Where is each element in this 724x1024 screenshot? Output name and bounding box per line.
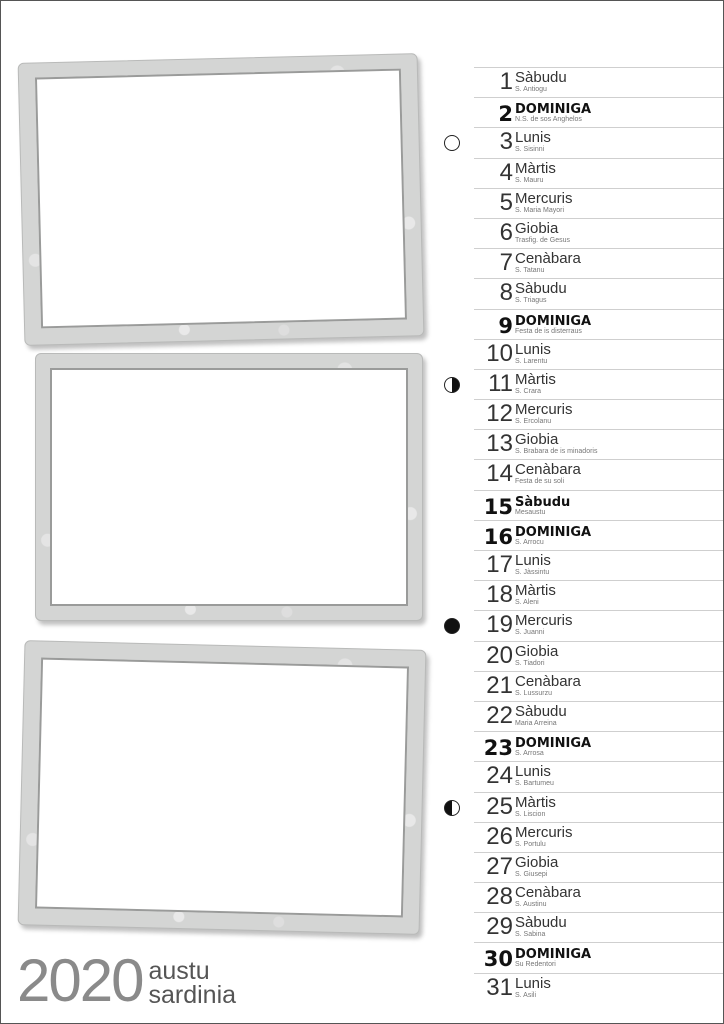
day-number: 4 [499,158,513,186]
day-number: 15 [483,494,513,519]
saint-name: S. Larentu [515,357,548,365]
day-number: 24 [486,762,513,790]
day-number: 20 [486,641,513,669]
day-row [474,399,723,429]
saint-name: S. Giusepi [515,870,548,878]
day-row [474,278,723,308]
day-row [474,912,723,942]
day-name: Lunis [515,552,551,569]
day-row [474,761,723,791]
day-row [474,792,723,822]
day-row [474,731,723,761]
day-number: 8 [499,279,513,307]
day-number: 2 [498,102,513,127]
title-text [148,959,236,1007]
day-row [474,429,723,459]
saint-name: S. Tiadori [515,659,545,667]
day-name: Lunis [515,340,551,358]
day-name: DOMINIGA [515,524,592,540]
saint-name: S. Austinu [515,901,547,909]
saint-name: S. Brabara de is minadoris [515,448,598,456]
day-row [474,852,723,882]
day-number: 12 [486,400,513,428]
day-name: Mercuris [515,612,573,630]
day-number: 27 [486,852,513,880]
photo-slot-bottom[interactable] [35,658,409,918]
day-name: Cenàbara [515,884,581,902]
saint-name: S. Sisinni [515,146,545,154]
day-number: 22 [486,701,513,729]
saint-name: N.S. de sos Anghelos [515,116,582,124]
day-row [474,490,723,520]
day-name: Giobia [515,642,559,660]
day-row [474,158,723,188]
saint-name: S. Triagus [515,297,547,305]
day-number: 1 [499,68,513,95]
day-row [474,641,723,671]
photo-frame-middle [35,353,423,621]
photo-slot-middle[interactable] [50,368,408,606]
day-name: Sàbudu [515,914,567,932]
saint-name: S. Sabina [515,931,546,939]
photo-slot-top[interactable] [35,69,407,329]
saint-name: Festa de is disterraus [515,327,582,335]
day-number: 3 [499,128,513,156]
day-name: Lunis [515,974,551,992]
day-row [474,309,723,339]
day-name: Lunis [515,129,551,147]
day-number: 29 [486,913,513,941]
day-row [474,973,723,1003]
day-name: Cenàbara [515,250,581,268]
day-name: DOMINIGA [515,313,592,329]
saint-name: S. Juanni [515,629,545,637]
day-row [474,369,723,399]
calendar-title [17,941,237,1014]
day-number: 17 [486,551,513,578]
day-row [474,671,723,701]
day-list [474,67,723,1003]
day-name: Cenàbara [515,461,581,479]
title-region: sardinia [148,981,237,1009]
day-number: 9 [498,313,513,338]
day-row [474,610,723,640]
day-number: 16 [483,524,513,549]
title-year: 2020 [17,947,143,1014]
saint-name: S. Jàssintu [515,569,550,576]
saint-name: S. Maria Mayori [515,206,565,214]
day-number: 23 [483,736,513,761]
day-row [474,701,723,731]
day-name: Sàbudu [515,702,567,720]
day-row [474,127,723,157]
day-name: Màrtis [515,582,556,600]
day-row [474,942,723,972]
day-name: Sàbudu [515,280,567,298]
saint-name: S. Asili [515,991,537,999]
day-name: Lunis [515,763,551,781]
day-row [474,339,723,369]
day-row [474,188,723,218]
day-number: 6 [499,218,513,246]
day-name: Giobia [515,219,559,237]
day-number: 30 [483,947,513,972]
day-number: 25 [486,792,513,820]
day-number: 14 [486,460,513,488]
day-number: 31 [486,973,513,1001]
day-number: 28 [486,883,513,911]
saint-name: S. Arrocu [515,538,544,546]
day-row [474,580,723,610]
day-name: Mercuris [515,823,573,841]
saint-name: S. Liscion [515,810,546,818]
day-name: Màrtis [515,370,556,388]
day-name: Sàbudu [515,494,571,510]
day-row [474,248,723,278]
day-row [474,218,723,248]
moon-phase-last-quarter-icon [444,800,460,816]
saint-name: S. Mauru [515,176,544,184]
moon-phase-full-icon [444,135,460,151]
day-name: Cenàbara [515,672,581,690]
photo-frame-bottom [18,640,427,935]
saint-name: Trasfig. de Gesus [515,236,570,244]
saint-name: S. Arrosa [515,750,544,758]
day-number: 5 [499,188,513,216]
moon-phase-new-icon [444,618,460,634]
day-number: 10 [486,339,513,367]
saint-name: S. Lussurzu [515,689,552,697]
day-number: 13 [486,430,513,458]
day-number: 18 [486,581,513,609]
day-name: Mercuris [515,189,573,207]
day-number: 21 [486,671,513,699]
day-row [474,550,723,580]
saint-name: S. Portulu [515,840,546,848]
day-number: 11 [488,369,513,397]
day-name: Mercuris [515,401,573,419]
saint-name: S. Antiogu [515,86,547,93]
day-number: 26 [486,822,513,850]
saint-name: S. Bartumeu [515,780,554,788]
saint-name: Su Redentori [515,961,556,969]
saint-name: S. Tatanu [515,267,545,275]
day-name: Sàbudu [515,69,567,86]
day-name: DOMINIGA [515,736,592,752]
saint-name: Festa de su soli [515,478,565,486]
saint-name: S. Aleni [515,599,539,607]
saint-name: S. Ercolanu [515,418,552,426]
moon-phase-first-quarter-icon [444,377,460,393]
day-row [474,822,723,852]
saint-name: Maria Arreina [515,719,557,727]
saint-name: S. Crara [515,387,542,395]
day-name: DOMINIGA [515,102,592,118]
title-month: austu [148,957,210,985]
photo-frame-top [18,53,425,346]
day-number: 7 [499,249,513,277]
day-name: Giobia [515,853,559,871]
saint-name: Mesaustu [515,508,546,516]
day-row [474,520,723,550]
day-name: DOMINIGA [515,947,592,963]
day-name: Màrtis [515,793,556,811]
day-row [474,67,723,97]
day-row [474,97,723,127]
day-row [474,459,723,489]
day-row [474,882,723,912]
day-name: Màrtis [515,159,556,177]
day-number: 19 [486,611,513,639]
day-name: Giobia [515,431,559,449]
